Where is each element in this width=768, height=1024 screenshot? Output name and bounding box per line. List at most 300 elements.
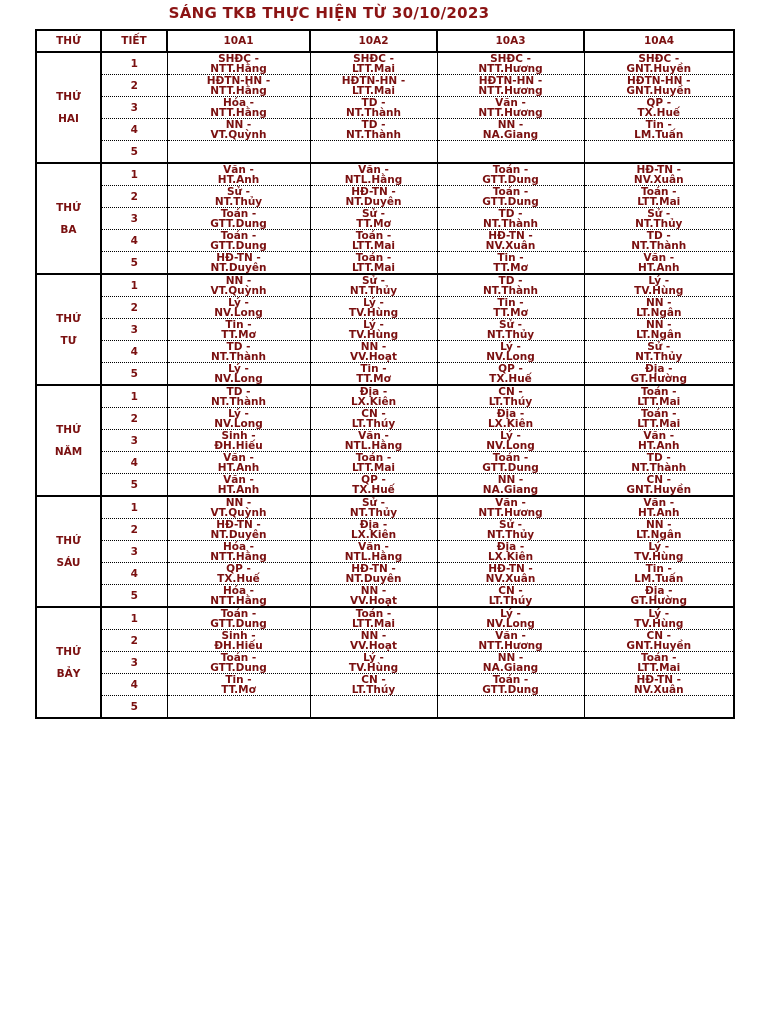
lesson-teacher: GTT.Dung bbox=[482, 173, 539, 186]
lesson-teacher: GTT.Dung bbox=[482, 683, 539, 696]
lesson-teacher: GTT.Dung bbox=[210, 239, 267, 252]
timetable bbox=[35, 29, 735, 719]
lesson-cell bbox=[167, 585, 310, 608]
lesson-teacher: TT.Mơ bbox=[356, 372, 391, 385]
period-number: 3 bbox=[101, 652, 167, 674]
period-number: 1 bbox=[101, 274, 167, 297]
lesson-cell bbox=[310, 252, 437, 275]
lesson-subject: HĐTN-HN - bbox=[206, 74, 271, 87]
lesson-cell bbox=[584, 297, 734, 319]
table-row bbox=[36, 274, 734, 297]
lesson-cell bbox=[310, 474, 437, 497]
day-label bbox=[36, 496, 101, 607]
lesson-cell bbox=[310, 385, 437, 408]
lesson-teacher: TV.Hùng bbox=[634, 284, 684, 297]
lesson-subject: Lý - bbox=[648, 540, 670, 553]
lesson-cell bbox=[437, 163, 584, 186]
lesson-subject: Địa - bbox=[359, 385, 388, 398]
table-row bbox=[36, 297, 734, 319]
period-number: 4 bbox=[101, 230, 167, 252]
lesson-cell bbox=[584, 408, 734, 430]
lesson-teacher: NT.Thủy bbox=[214, 195, 263, 208]
lesson-subject: Toán - bbox=[355, 607, 392, 620]
lesson-subject: Văn - bbox=[358, 163, 389, 176]
lesson-cell bbox=[437, 363, 584, 386]
lesson-cell bbox=[310, 652, 437, 674]
period-number: 1 bbox=[101, 163, 167, 186]
lesson-cell bbox=[437, 563, 584, 585]
header-class-10a1: 10A1 bbox=[167, 30, 310, 52]
lesson-subject: NN - bbox=[645, 296, 672, 309]
period-number: 2 bbox=[101, 297, 167, 319]
lesson-teacher: LT.Ngân bbox=[636, 306, 682, 319]
lesson-teacher: NTT.Hương bbox=[478, 106, 543, 119]
table-row bbox=[36, 696, 734, 719]
lesson-cell bbox=[437, 474, 584, 497]
lesson-cell bbox=[437, 119, 584, 141]
lesson-subject: TD - bbox=[646, 451, 671, 464]
lesson-subject: Tin - bbox=[497, 251, 524, 264]
table-row bbox=[36, 363, 734, 386]
lesson-cell bbox=[437, 630, 584, 652]
day-label-line2: SÁU bbox=[56, 556, 81, 569]
lesson-cell bbox=[167, 230, 310, 252]
lesson-cell bbox=[437, 696, 584, 719]
period-number: 5 bbox=[101, 474, 167, 497]
lesson-teacher: NT.Thành bbox=[631, 461, 687, 474]
lesson-teacher: NT.Thành bbox=[210, 395, 267, 408]
lesson-subject: Toán - bbox=[640, 385, 677, 398]
lesson-teacher: NT.Thành bbox=[482, 284, 539, 297]
lesson-teacher: LX.Kiên bbox=[487, 417, 534, 430]
lesson-teacher: TT.Mơ bbox=[356, 217, 391, 230]
lesson-teacher: GT.Hường bbox=[630, 594, 687, 607]
header-class-10a4: 10A4 bbox=[584, 30, 734, 52]
lesson-cell bbox=[167, 97, 310, 119]
table-row bbox=[36, 452, 734, 474]
lesson-cell bbox=[437, 230, 584, 252]
lesson-cell bbox=[310, 563, 437, 585]
lesson-cell bbox=[437, 541, 584, 563]
period-number: 5 bbox=[101, 141, 167, 164]
day-label bbox=[36, 52, 101, 163]
lesson-cell bbox=[167, 607, 310, 630]
lesson-cell bbox=[310, 696, 437, 719]
lesson-teacher: NT.Thành bbox=[345, 128, 402, 141]
lesson-cell bbox=[167, 119, 310, 141]
lesson-teacher: HT.Anh bbox=[638, 439, 680, 452]
lesson-cell bbox=[310, 75, 437, 97]
lesson-cell bbox=[310, 585, 437, 608]
lesson-teacher: HT.Anh bbox=[217, 173, 260, 186]
lesson-cell bbox=[310, 97, 437, 119]
period-number: 3 bbox=[101, 208, 167, 230]
lesson-subject: Tin - bbox=[225, 673, 252, 686]
lesson-subject: Địa - bbox=[496, 540, 525, 553]
lesson-subject: HĐ-TN - bbox=[488, 562, 533, 575]
lesson-subject: Sinh - bbox=[221, 629, 256, 642]
lesson-subject: HĐ-TN - bbox=[636, 163, 682, 176]
lesson-cell bbox=[584, 652, 734, 674]
lesson-cell bbox=[310, 363, 437, 386]
lesson-cell bbox=[437, 186, 584, 208]
lesson-cell bbox=[437, 319, 584, 341]
lesson-cell bbox=[310, 119, 437, 141]
lesson-subject: NN - bbox=[645, 318, 672, 331]
lesson-teacher: LT.Ngân bbox=[636, 528, 682, 541]
lesson-subject: TD - bbox=[361, 118, 386, 131]
lesson-subject: TD - bbox=[361, 96, 386, 109]
lesson-teacher: NV.Xuân bbox=[633, 173, 684, 186]
lesson-teacher: LTT.Mai bbox=[351, 461, 396, 474]
lesson-cell bbox=[584, 52, 734, 75]
lesson-teacher: NV.Long bbox=[486, 439, 535, 452]
lesson-cell bbox=[584, 385, 734, 408]
period-number: 2 bbox=[101, 186, 167, 208]
lesson-cell bbox=[310, 186, 437, 208]
lesson-cell bbox=[167, 452, 310, 474]
lesson-teacher: VV.Hoạt bbox=[350, 350, 397, 363]
lesson-teacher: NT.Thủy bbox=[486, 528, 535, 541]
lesson-teacher: NTT.Hương bbox=[478, 84, 543, 97]
lesson-subject: HĐ-TN - bbox=[351, 185, 396, 198]
period-number: 4 bbox=[101, 119, 167, 141]
lesson-subject: NN - bbox=[497, 651, 524, 664]
lesson-subject: Toán - bbox=[220, 651, 257, 664]
period-number: 1 bbox=[101, 607, 167, 630]
day-label-line1: THỨ bbox=[56, 423, 81, 436]
lesson-teacher: GTT.Dung bbox=[210, 617, 267, 630]
lesson-teacher: NV.Long bbox=[214, 417, 263, 430]
period-number: 2 bbox=[101, 408, 167, 430]
lesson-teacher: LTT.Mai bbox=[637, 661, 681, 674]
period-number: 5 bbox=[101, 363, 167, 386]
lesson-subject: HĐTN-HN - bbox=[478, 74, 543, 87]
lesson-subject: Lý - bbox=[500, 607, 521, 620]
lesson-subject: NN - bbox=[497, 473, 524, 486]
day-label-line1: THỨ bbox=[56, 90, 81, 103]
table-row bbox=[36, 97, 734, 119]
day-label-line1: THỨ bbox=[56, 312, 81, 325]
lesson-teacher: LTT.Mai bbox=[351, 62, 396, 75]
lesson-subject: Văn - bbox=[358, 429, 389, 442]
lesson-cell bbox=[167, 186, 310, 208]
period-number: 2 bbox=[101, 519, 167, 541]
lesson-cell bbox=[310, 496, 437, 519]
period-number: 2 bbox=[101, 630, 167, 652]
lesson-teacher: LTT.Mai bbox=[637, 417, 681, 430]
lesson-teacher: GT.Hường bbox=[630, 372, 687, 385]
day-label bbox=[36, 385, 101, 496]
period-number: 4 bbox=[101, 452, 167, 474]
lesson-teacher: GTT.Dung bbox=[210, 217, 267, 230]
lesson-subject: QP - bbox=[361, 473, 386, 486]
lesson-subject: Sử - bbox=[226, 185, 251, 198]
lesson-subject: QP - bbox=[646, 96, 672, 109]
lesson-subject: Hóa - bbox=[222, 540, 255, 553]
lesson-cell bbox=[437, 208, 584, 230]
lesson-subject: HĐ-TN - bbox=[351, 562, 396, 575]
lesson-teacher: LT.Ngân bbox=[636, 328, 682, 341]
lesson-cell bbox=[584, 208, 734, 230]
lesson-cell bbox=[584, 319, 734, 341]
lesson-cell bbox=[584, 163, 734, 186]
lesson-teacher: NTT.Hương bbox=[478, 639, 543, 652]
lesson-cell bbox=[310, 341, 437, 363]
lesson-cell bbox=[584, 186, 734, 208]
lesson-subject: HĐ-TN - bbox=[636, 673, 682, 686]
day-label-line2: NĂM bbox=[54, 445, 83, 458]
lesson-teacher: TV.Hùng bbox=[634, 617, 684, 630]
lesson-teacher: NTT.Hương bbox=[478, 62, 543, 75]
lesson-teacher: LTT.Mai bbox=[351, 617, 396, 630]
lesson-subject: CN - bbox=[361, 407, 386, 420]
lesson-subject: Tin - bbox=[645, 562, 672, 575]
lesson-cell bbox=[167, 696, 310, 719]
lesson-cell bbox=[167, 75, 310, 97]
lesson-teacher: NT.Thủy bbox=[635, 350, 683, 363]
lesson-teacher: NV.Long bbox=[214, 306, 263, 319]
lesson-teacher: VV.Hoạt bbox=[350, 639, 397, 652]
lesson-cell bbox=[584, 674, 734, 696]
lesson-teacher: NV.Xuân bbox=[633, 683, 684, 696]
lesson-cell bbox=[584, 430, 734, 452]
lesson-cell bbox=[437, 496, 584, 519]
lesson-teacher: TT.Mơ bbox=[493, 261, 528, 274]
period-number: 3 bbox=[101, 430, 167, 452]
lesson-cell bbox=[584, 97, 734, 119]
lesson-cell bbox=[167, 363, 310, 386]
period-number: 2 bbox=[101, 75, 167, 97]
lesson-subject: Toán - bbox=[220, 229, 257, 242]
lesson-subject: Lý - bbox=[363, 296, 384, 309]
header-period: TIẾT bbox=[101, 30, 167, 52]
lesson-subject: Sinh - bbox=[221, 429, 256, 442]
table-row bbox=[36, 119, 734, 141]
lesson-subject: Lý - bbox=[500, 340, 521, 353]
lesson-subject: Sử - bbox=[361, 207, 386, 220]
lesson-teacher: NT.Thành bbox=[345, 106, 402, 119]
lesson-cell bbox=[437, 585, 584, 608]
lesson-teacher: TV.Hùng bbox=[348, 306, 399, 319]
lesson-subject: Sử - bbox=[361, 496, 386, 509]
lesson-subject: QP - bbox=[226, 562, 251, 575]
table-row bbox=[36, 385, 734, 408]
lesson-cell bbox=[167, 519, 310, 541]
lesson-teacher: VV.Hoạt bbox=[350, 594, 397, 607]
lesson-subject: TD - bbox=[226, 340, 251, 353]
lesson-cell bbox=[167, 541, 310, 563]
table-row bbox=[36, 496, 734, 519]
lesson-subject: Hóa - bbox=[222, 584, 255, 597]
header-class-10a2: 10A2 bbox=[310, 30, 437, 52]
lesson-cell bbox=[584, 274, 734, 297]
table-row bbox=[36, 208, 734, 230]
lesson-subject: Văn - bbox=[643, 496, 675, 509]
day-label bbox=[36, 274, 101, 385]
lesson-teacher: NV.Xuân bbox=[485, 239, 536, 252]
lesson-subject: TD - bbox=[498, 274, 523, 287]
lesson-cell bbox=[167, 341, 310, 363]
lesson-teacher: NV.Long bbox=[486, 350, 535, 363]
lesson-teacher: NT.Duyên bbox=[210, 261, 267, 274]
lesson-subject: Lý - bbox=[500, 429, 521, 442]
lesson-cell bbox=[584, 141, 734, 164]
period-number: 4 bbox=[101, 341, 167, 363]
lesson-subject: SHĐC - bbox=[353, 52, 394, 65]
table-row bbox=[36, 541, 734, 563]
lesson-subject: Địa - bbox=[645, 362, 673, 375]
table-row bbox=[36, 408, 734, 430]
lesson-teacher: TV.Hùng bbox=[348, 661, 399, 674]
lesson-cell bbox=[437, 385, 584, 408]
lesson-cell bbox=[437, 75, 584, 97]
lesson-subject: SHĐC - bbox=[218, 52, 259, 65]
day-label-line2: HAI bbox=[58, 112, 79, 125]
lesson-subject: Văn - bbox=[223, 451, 254, 464]
lesson-subject: Toán - bbox=[640, 185, 677, 198]
period-number: 4 bbox=[101, 674, 167, 696]
lesson-cell bbox=[584, 252, 734, 275]
lesson-cell bbox=[167, 430, 310, 452]
lesson-cell bbox=[437, 97, 584, 119]
lesson-teacher: TT.Mơ bbox=[221, 683, 256, 696]
lesson-cell bbox=[310, 408, 437, 430]
period-number: 5 bbox=[101, 696, 167, 719]
lesson-cell bbox=[584, 474, 734, 497]
page-title: SÁNG TKB THỰC HIỆN TỪ 30/10/2023 bbox=[168, 4, 490, 22]
lesson-cell bbox=[167, 297, 310, 319]
lesson-subject: Sử - bbox=[498, 518, 523, 531]
lesson-cell bbox=[167, 141, 310, 164]
lesson-teacher: NA.Giang bbox=[482, 483, 539, 496]
lesson-teacher: LTT.Mai bbox=[351, 261, 396, 274]
lesson-subject: Lý - bbox=[228, 362, 249, 375]
table-row bbox=[36, 319, 734, 341]
lesson-teacher: LT.Thúy bbox=[488, 594, 533, 607]
lesson-teacher: LX.Kiên bbox=[350, 528, 397, 541]
lesson-cell bbox=[437, 652, 584, 674]
lesson-cell bbox=[584, 119, 734, 141]
lesson-cell bbox=[167, 52, 310, 75]
table-row bbox=[36, 674, 734, 696]
lesson-cell bbox=[437, 452, 584, 474]
table-row bbox=[36, 163, 734, 186]
day-label-line2: BẢY bbox=[56, 667, 81, 680]
lesson-subject: NN - bbox=[645, 518, 672, 531]
lesson-teacher: LT.Thúy bbox=[488, 395, 533, 408]
lesson-subject: Tin - bbox=[360, 362, 387, 375]
lesson-teacher: LTT.Mai bbox=[637, 195, 681, 208]
lesson-subject: Văn - bbox=[495, 496, 526, 509]
lesson-subject: NN - bbox=[360, 629, 387, 642]
lesson-subject: HĐ-TN - bbox=[216, 251, 261, 264]
table-row bbox=[36, 341, 734, 363]
lesson-teacher: TT.Mơ bbox=[493, 306, 528, 319]
lesson-teacher: VT.Quỳnh bbox=[210, 128, 267, 141]
lesson-subject: NN - bbox=[225, 496, 252, 509]
day-label-line2: TƯ bbox=[60, 334, 77, 347]
period-number: 1 bbox=[101, 52, 167, 75]
lesson-teacher: NTL.Hằng bbox=[344, 550, 403, 563]
lesson-cell bbox=[167, 474, 310, 497]
lesson-cell bbox=[584, 363, 734, 386]
lesson-teacher: NT.Thủy bbox=[635, 217, 683, 230]
lesson-teacher: HT.Anh bbox=[638, 261, 680, 274]
lesson-cell bbox=[310, 274, 437, 297]
lesson-teacher: LM.Tuấn bbox=[634, 128, 684, 141]
lesson-cell bbox=[437, 430, 584, 452]
lesson-teacher: NT.Duyên bbox=[210, 528, 267, 541]
lesson-teacher: NTT.Hương bbox=[478, 506, 543, 519]
lesson-subject: Văn - bbox=[358, 540, 389, 553]
lesson-subject: HĐTN-HN - bbox=[627, 74, 691, 87]
period-number: 1 bbox=[101, 496, 167, 519]
lesson-teacher: NV.Xuân bbox=[485, 572, 536, 585]
lesson-cell bbox=[310, 519, 437, 541]
table-row bbox=[36, 563, 734, 585]
lesson-cell bbox=[167, 652, 310, 674]
lesson-subject: NN - bbox=[225, 274, 252, 287]
lesson-cell bbox=[310, 452, 437, 474]
lesson-subject: HĐ-TN - bbox=[216, 518, 261, 531]
table-row bbox=[36, 186, 734, 208]
lesson-subject: Sử - bbox=[647, 340, 671, 353]
lesson-cell bbox=[584, 696, 734, 719]
lesson-teacher: TX.Huế bbox=[637, 106, 681, 119]
lesson-cell bbox=[167, 674, 310, 696]
lesson-subject: Văn - bbox=[643, 429, 675, 442]
lesson-subject: Lý - bbox=[228, 407, 249, 420]
lesson-subject: Sử - bbox=[361, 274, 386, 287]
lesson-subject: Văn - bbox=[495, 629, 526, 642]
lesson-teacher: LX.Kiên bbox=[350, 395, 397, 408]
lesson-cell bbox=[167, 385, 310, 408]
lesson-cell bbox=[167, 208, 310, 230]
lesson-subject: Toán - bbox=[220, 207, 257, 220]
lesson-subject: Lý - bbox=[648, 274, 670, 287]
period-number: 3 bbox=[101, 319, 167, 341]
lesson-subject: CN - bbox=[646, 629, 671, 642]
lesson-teacher: HT.Anh bbox=[217, 483, 260, 496]
lesson-cell bbox=[310, 430, 437, 452]
period-number: 5 bbox=[101, 585, 167, 608]
day-label-line1: THỨ bbox=[56, 645, 81, 658]
lesson-subject: HĐTN-HN - bbox=[341, 74, 406, 87]
lesson-teacher: VT.Quỳnh bbox=[210, 506, 267, 519]
lesson-teacher: NTL.Hằng bbox=[344, 439, 403, 452]
lesson-subject: Sử - bbox=[498, 318, 523, 331]
day-label bbox=[36, 163, 101, 274]
lesson-subject: Văn - bbox=[643, 251, 675, 264]
lesson-subject: Toán - bbox=[640, 407, 677, 420]
lesson-cell bbox=[167, 496, 310, 519]
table-row bbox=[36, 474, 734, 497]
lesson-subject: Sử - bbox=[647, 207, 671, 220]
lesson-teacher: ĐH.Hiếu bbox=[214, 639, 263, 652]
lesson-cell bbox=[437, 297, 584, 319]
lesson-teacher: TV.Hùng bbox=[634, 550, 684, 563]
period-number: 3 bbox=[101, 541, 167, 563]
lesson-cell bbox=[584, 496, 734, 519]
lesson-teacher: GTT.Dung bbox=[482, 461, 539, 474]
lesson-cell bbox=[437, 52, 584, 75]
lesson-teacher: NT.Thành bbox=[482, 217, 539, 230]
period-number: 1 bbox=[101, 385, 167, 408]
period-number: 5 bbox=[101, 252, 167, 275]
lesson-subject: Địa - bbox=[496, 407, 525, 420]
table-row bbox=[36, 230, 734, 252]
